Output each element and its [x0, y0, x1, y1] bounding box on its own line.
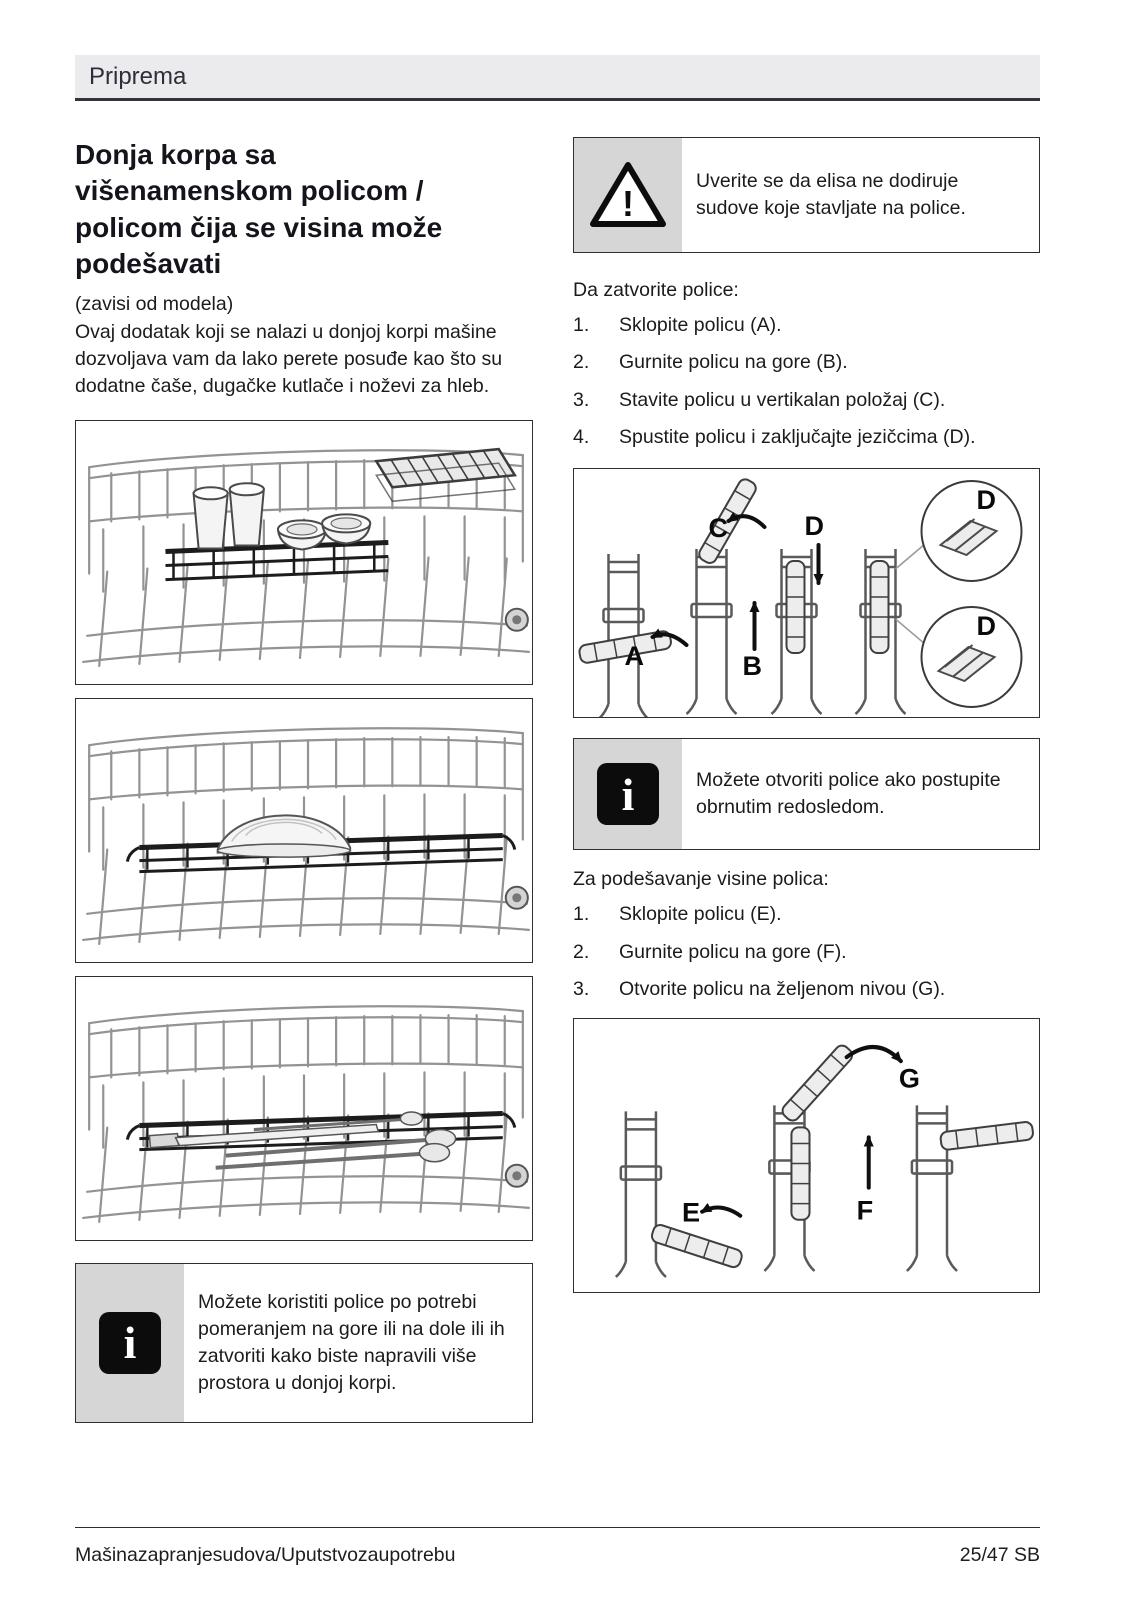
list-item: [573, 387, 1040, 413]
list-item: [573, 939, 1040, 965]
page-footer: [75, 1527, 1040, 1567]
detail-circle-top: [922, 481, 1022, 581]
figure-basket-bowl: [75, 698, 533, 963]
height-steps-title: Za podešavanje visine polica:: [573, 868, 829, 891]
glasses-and-cups: [194, 483, 371, 549]
basket-posts: [599, 549, 906, 717]
label-g: G: [898, 1062, 920, 1094]
warning-box: [573, 137, 1040, 253]
shelf-positions: [578, 477, 888, 664]
step-text: Sklopite policu (E).: [619, 903, 782, 926]
title-line-4: podešavati: [75, 248, 222, 280]
footer-document-title: Mašinazapranjesudova/Uputstvozaupotrebu: [75, 1544, 456, 1566]
folded-rack: [376, 449, 515, 501]
basket-clip: [506, 608, 528, 630]
label-b: B: [742, 651, 762, 682]
figure-basket-glasses: [75, 420, 533, 685]
height-adjust-diagram: [574, 1019, 1039, 1292]
warning-icon-area: [574, 138, 682, 252]
close-steps-title: Da zatvorite police:: [573, 279, 739, 301]
warning-icon: [589, 160, 667, 230]
step-number: 3.: [573, 977, 590, 1000]
basket-glasses-illustration: [76, 421, 532, 684]
close-shelves-diagram: [574, 469, 1039, 717]
basket-utensils-illustration: [76, 977, 532, 1240]
step-text: Spustite policu i zaključajte jezičcima (D).: [619, 425, 976, 448]
label-d: D: [804, 511, 824, 542]
label-c: C: [708, 513, 728, 544]
label-a: A: [624, 641, 644, 672]
left-column: [75, 137, 533, 1423]
step-number: 1.: [573, 314, 590, 336]
figure-height-adjust: [573, 1018, 1040, 1293]
step-number: 2.: [573, 940, 590, 963]
model-note: (zavisi od modela): [75, 292, 234, 315]
list-item: [573, 312, 1040, 338]
label-e: E: [682, 1196, 701, 1228]
section-header: [75, 55, 1040, 101]
info-box-reverse: [573, 738, 1040, 850]
footer-page-number: 25/47 SB: [959, 1544, 1040, 1566]
page-title: [75, 137, 533, 283]
title-line-1: Donja korpa sa: [75, 139, 276, 170]
info-icon: i: [597, 763, 659, 825]
basket-bowl-illustration: [76, 699, 532, 962]
step-number: 3.: [573, 388, 590, 411]
list-item: [573, 976, 1040, 1002]
label-d-detail-1: D: [976, 485, 996, 516]
close-steps-list: [573, 312, 1040, 450]
info-icon-area: [76, 1264, 184, 1422]
info-box-usage-text: Možete koristiti police po potrebi pomeranjem na gore ili na dole ili ih zatvoriti kako biste napravili više prostora u donjoj korpi.: [198, 1290, 505, 1394]
wire-basket: [83, 450, 529, 666]
basket-posts: [616, 1106, 957, 1278]
step-number: 4.: [573, 425, 590, 448]
title-line-3: policom čija se visina može: [75, 211, 443, 243]
basket-clip: [506, 886, 528, 908]
warning-text: Uverite se da elisa ne dodiruje sudove koje stavljate na police.: [696, 170, 966, 219]
step-text: Gurnite policu na gore (F).: [619, 940, 847, 963]
figure-close-shelves: [573, 468, 1040, 718]
info-icon-area: [574, 739, 682, 849]
list-item: [573, 901, 1040, 927]
info-box-reverse-text: Možete otvoriti police ako postupite obrnutim redosledom.: [696, 769, 1001, 819]
bowl: [218, 815, 351, 857]
figure-basket-utensils: [75, 976, 533, 1241]
detail-circle-bottom: [922, 607, 1022, 707]
step-text: Otvorite policu na željenom nivou (G).: [619, 977, 946, 1000]
section-title: Priprema: [89, 63, 187, 90]
shelf-positions: [650, 1043, 1034, 1269]
height-steps-list: [573, 901, 1040, 1002]
list-item: [573, 349, 1040, 375]
info-icon: i: [99, 1312, 161, 1374]
intro-paragraph: Ovaj dodatak koji se nalazi u donjoj korpi mašine dozvoljava vam da lako perete posuđe kao što su dodatne čaše, dugačke kutlače i noževi za hleb.: [75, 320, 503, 397]
step-number: 2.: [573, 351, 590, 374]
title-line-2: višenamenskom policom /: [75, 175, 424, 207]
info-box-usage: [75, 1263, 533, 1423]
step-number: 1.: [573, 903, 590, 926]
right-column: [573, 137, 1040, 1423]
step-text: Stavite policu u vertikalan položaj (C).: [619, 388, 946, 411]
label-d-detail-2: D: [976, 611, 996, 642]
warning-exclamation: !: [622, 183, 634, 224]
basket-clip: [506, 1164, 528, 1186]
list-item: [573, 424, 1040, 450]
step-text: Sklopite policu (A).: [619, 314, 782, 336]
step-text: Gurnite policu na gore (B).: [619, 351, 848, 374]
label-f: F: [856, 1194, 874, 1226]
content-columns: [75, 137, 1040, 1423]
